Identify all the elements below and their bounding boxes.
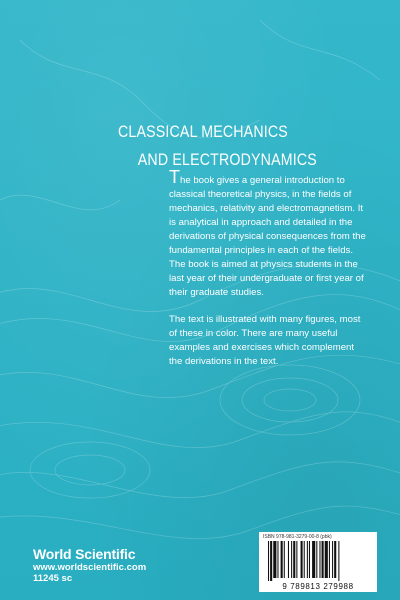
publisher-name: World Scientific [33, 546, 136, 562]
blurb-paragraph-1-text: he book gives a general introduction to classical theoretical physics, in the fields of mechanics, relativity and electromagnetism. It is analytical in approach and detailed in the derivations of physical consequences from the fundamental principles in each of the fields. The book is aimed at physics students in the last year of their undergraduate or first year of their graduate studies. [169, 175, 366, 298]
title-line-1: CLASSICAL MECHANICS [118, 123, 288, 141]
isbn-label: ISBN 978-981-3279-00-8 (pbk) [263, 534, 332, 540]
barcode-digits: 9 789813 279988 [282, 582, 354, 591]
publisher-code: 11245 sc [33, 573, 73, 584]
barcode-bars [268, 541, 368, 581]
publisher-url: www.worldscientific.com [33, 562, 147, 573]
title-line-2: AND ELECTRODYNAMICS [137, 151, 317, 169]
blurb-paragraph-2: The text is illustrated with many figures, most of these in color. There are many useful examples and exercises which complement the derivations in the text. [169, 314, 361, 367]
blurb-paragraph-1 [169, 167, 369, 300]
blurb-text [169, 167, 369, 382]
publisher-block [33, 546, 146, 584]
dropcap-letter: T [169, 167, 180, 187]
isbn-barcode [259, 532, 377, 592]
book-title [118, 118, 342, 174]
